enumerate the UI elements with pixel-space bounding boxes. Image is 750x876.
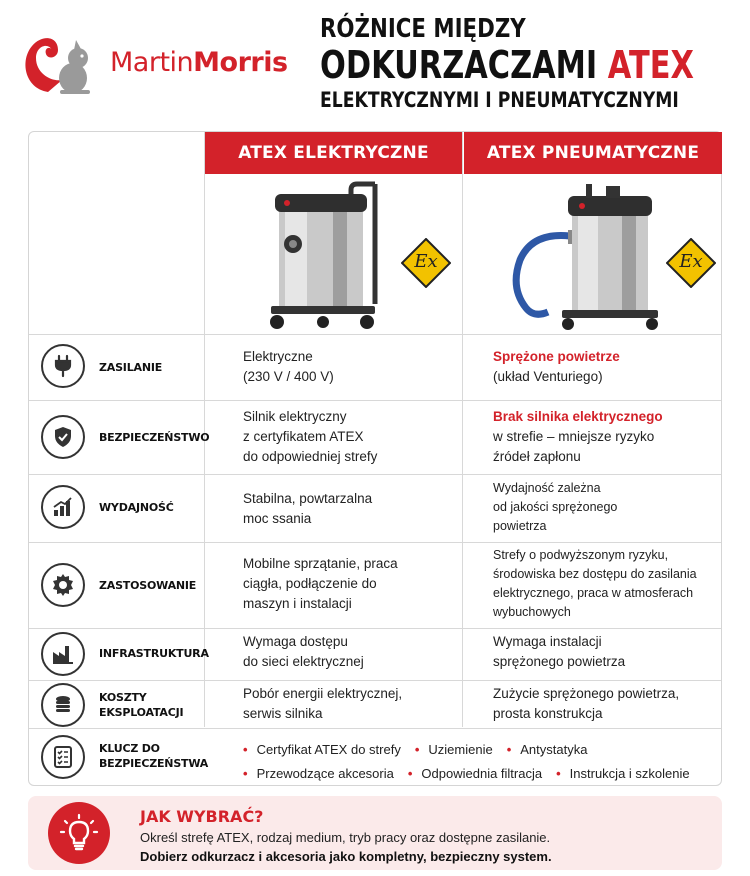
brand-logo[interactable] bbox=[18, 22, 308, 102]
factory-icon bbox=[41, 632, 85, 676]
list-item: • Uziemienie bbox=[415, 742, 493, 757]
brand-name: MartinMorris bbox=[110, 46, 288, 78]
electric-costs-cell: Pobór energii elektrycznej, serwis silnika bbox=[243, 686, 403, 721]
ex-mark-pneumatic-symbol: Ex bbox=[666, 238, 716, 288]
bar-chart-icon bbox=[41, 485, 85, 529]
tip-line-1: Określ strefę ATEX, rodzaj medium, tryb pracy oraz dostępne zasilanie. bbox=[140, 830, 551, 845]
row-label-application: ZASTOSOWANIE bbox=[99, 579, 197, 592]
row-label-costs: KOSZTY EKSPLOATACJI bbox=[99, 691, 184, 719]
ex-mark-electric: Ex bbox=[401, 238, 451, 288]
pneumatic-power-cell: Sprężone powietrze (układ Venturiego) bbox=[493, 349, 620, 384]
electric-vacuum-image bbox=[205, 176, 462, 334]
pneumatic-application-cell: Strefy o podwyższonym ryzyku, środowiska bez dostępu do zasilania elektrycznego, praca w atmosferach wybuchowych bbox=[493, 548, 697, 619]
row-label-power: ZASILANIE bbox=[99, 361, 163, 374]
electric-safety-cell: Silnik elektryczny z certyfikatem ATEX do odpowiedniej strefy bbox=[243, 409, 378, 464]
title-line-3: ELEKTRYCZNYMI I PNEUMATYCZNYMI bbox=[320, 88, 679, 112]
coins-icon bbox=[41, 683, 85, 727]
comparison-table bbox=[28, 131, 722, 786]
list-item: • Antystatyka bbox=[507, 742, 588, 757]
pneumatic-performance-cell: Wydajność zależna od jakości sprężonego powietrza bbox=[493, 481, 618, 533]
list-item: • Certyfikat ATEX do strefy bbox=[243, 742, 401, 757]
tip-title: JAK WYBRAĆ? bbox=[140, 807, 264, 826]
pneumatic-infrastructure-cell: Wymaga instalacji sprężonego powietrza bbox=[493, 634, 626, 669]
how-to-choose-box bbox=[28, 796, 722, 870]
list-item: • Odpowiednia filtracja bbox=[408, 766, 542, 781]
plug-icon bbox=[41, 344, 85, 388]
column-header-pneumatic: ATEX PNEUMATYCZNE bbox=[464, 132, 722, 174]
row-label-performance: WYDAJNOŚĆ bbox=[99, 501, 174, 514]
electric-application-cell: Mobilne sprzątanie, praca ciągła, podłączenie do maszyn i instalacji bbox=[243, 556, 398, 611]
pneumatic-safety-cell: Brak silnika elektrycznego w strefie – mniejsze ryzyko źródeł zapłonu bbox=[493, 409, 663, 464]
column-header-electric: ATEX ELEKTRYCZNE bbox=[205, 132, 462, 174]
safety-key-row-1 bbox=[243, 737, 713, 761]
shield-check-icon bbox=[41, 415, 85, 459]
tip-line-2: Dobierz odkurzacz i akcesoria jako kompletny, bezpieczny system. bbox=[140, 849, 552, 864]
pneumatic-costs-cell: Zużycie sprężonego powietrza, prosta konstrukcja bbox=[493, 686, 680, 721]
lightbulb-icon bbox=[48, 802, 110, 864]
squirrel-logo-icon bbox=[18, 22, 108, 102]
electric-performance-cell: Stabilna, powtarzalna moc ssania bbox=[243, 491, 373, 526]
row-label-infrastructure: INFRASTRUKTURA bbox=[99, 647, 209, 660]
safety-key-list bbox=[243, 737, 713, 785]
gear-icon bbox=[41, 563, 85, 607]
title-line-2: ODKURZACZAMI ATEX bbox=[320, 43, 694, 87]
page-title bbox=[320, 14, 720, 112]
row-label-safety-key: KLUCZ DO BEZPIECZEŃSTWA bbox=[99, 742, 209, 770]
row-label-safety: BEZPIECZEŃSTWO bbox=[99, 431, 210, 444]
electric-infrastructure-cell: Wymaga dostępu do sieci elektrycznej bbox=[243, 634, 364, 669]
list-item: • Instrukcja i szkolenie bbox=[556, 766, 690, 781]
safety-key-row-2 bbox=[243, 761, 713, 785]
title-line-1: RÓŻNICE MIĘDZY bbox=[320, 14, 526, 44]
electric-power-cell: Elektryczne (230 V / 400 V) bbox=[243, 349, 334, 384]
checklist-icon bbox=[41, 735, 85, 779]
header bbox=[0, 0, 750, 130]
list-item: • Przewodzące akcesoria bbox=[243, 766, 394, 781]
